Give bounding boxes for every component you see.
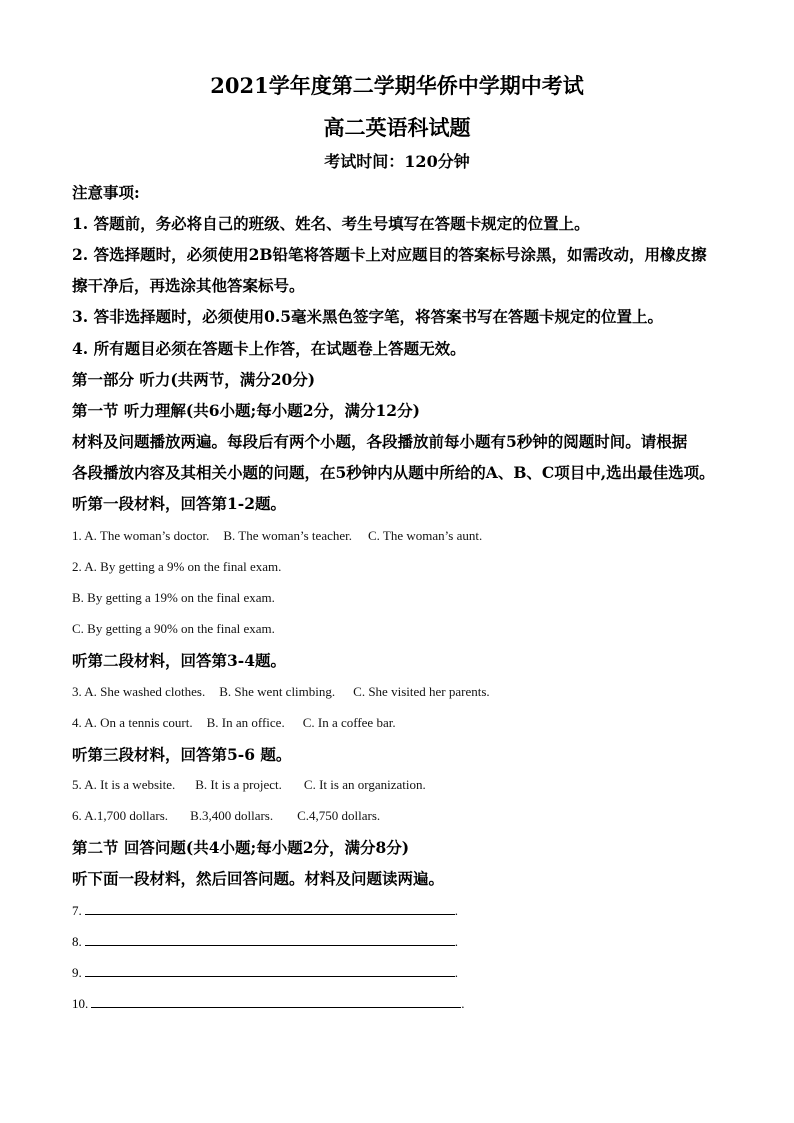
q3-option-c: C. She visited her parents. [353, 684, 490, 699]
segment2-heading: 听第二段材料，回答第3-4题。 [72, 651, 287, 670]
segment1-heading: 听第一段材料，回答第1-2题。 [72, 494, 287, 513]
blank-underline[interactable] [85, 964, 455, 977]
q1-option-c: C. The woman’s aunt. [368, 528, 483, 543]
answer-line-10[interactable]: 10. . [72, 996, 465, 1011]
notes-heading: 注意事项: [72, 183, 140, 202]
question-3 [72, 684, 490, 700]
question-2-option-b: B. By getting a 19% on the final exam. [72, 590, 275, 605]
blank-number: 7. [72, 903, 82, 918]
q4-option-b: B. In an office. [206, 715, 285, 730]
note-3: 3. 答非选择题时，必须使用0.5毫米黑色签字笔，将答案书写在答题卡规定的位置上。 [72, 307, 664, 326]
note-2-line1: 2. 答选择题时，必须使用2B铅笔将答题卡上对应题目的答案标号涂黑，如需改动，用橡皮擦 [72, 245, 707, 264]
exam-duration: 考试时间：120分钟 [324, 152, 470, 171]
q5-option-a: 5. A. It is a website. [72, 777, 176, 792]
blank-number: 8. [72, 934, 82, 949]
question-6 [72, 808, 380, 824]
blank-underline[interactable] [85, 902, 455, 915]
section1-heading: 第一节 听力理解(共6小题;每小题2分，满分12分) [72, 401, 420, 420]
blank-underline[interactable] [85, 933, 455, 946]
blank-number: 10. [72, 996, 89, 1011]
segment3-heading: 听第三段材料，回答第5-6 题。 [72, 745, 292, 764]
note-1: 1. 答题前，务必将自己的班级、姓名、考生号填写在答题卡规定的位置上。 [72, 214, 590, 233]
section2-instruction: 听下面一段材料，然后回答问题。材料及问题读两遍。 [72, 869, 445, 888]
q6-option-c: C.4,750 dollars. [297, 808, 381, 823]
section1-instruction-line2: 各段播放内容及其相关小题的问题，在5秒钟内从题中所给的A、B、C项目中,选出最佳选项。 [72, 463, 715, 482]
q1-option-b: B. The woman’s teacher. [223, 528, 352, 543]
blank-underline[interactable] [91, 995, 461, 1008]
q5-option-b: B. It is a project. [195, 777, 282, 792]
section2-heading: 第二节 回答问题(共4小题;每小题2分，满分8分) [72, 838, 410, 857]
question-4 [72, 715, 396, 731]
question-2-option-c: C. By getting a 90% on the final exam. [72, 621, 275, 636]
note-4: 4. 所有题目必须在答题卡上作答，在试题卷上答题无效。 [72, 339, 466, 358]
section1-instruction-line1: 材料及问题播放两遍。每段后有两个小题，各段播放前每小题有5秒钟的阅题时间。请根据 [72, 432, 688, 451]
question-5 [72, 777, 426, 793]
exam-title: 2021学年度第二学期华侨中学期中考试 [210, 73, 584, 98]
answer-line-9[interactable]: 9. . [72, 965, 458, 980]
q6-option-a: 6. A.1,700 dollars. [72, 808, 169, 823]
question-1 [72, 528, 482, 544]
question-2-option-a: 2. A. By getting a 9% on the final exam. [72, 559, 282, 574]
answer-line-8[interactable]: 8. . [72, 934, 458, 949]
q3-option-a: 3. A. She washed clothes. [72, 684, 206, 699]
q4-option-a: 4. A. On a tennis court. [72, 715, 193, 730]
note-2-line2: 擦干净后，再选涂其他答案标号。 [72, 276, 305, 295]
q3-option-b: B. She went climbing. [219, 684, 336, 699]
exam-subtitle: 高二英语科试题 [323, 115, 471, 140]
blank-number: 9. [72, 965, 82, 980]
q5-option-c: C. It is an organization. [303, 777, 426, 792]
q4-option-c: C. In a coffee bar. [302, 715, 396, 730]
q6-option-b: B.3,400 dollars. [190, 808, 274, 823]
q1-option-a: 1. A. The woman’s doctor. [72, 528, 210, 543]
part1-heading: 第一部分 听力(共两节，满分20分) [72, 370, 316, 389]
answer-line-7[interactable]: 7. . [72, 903, 458, 918]
